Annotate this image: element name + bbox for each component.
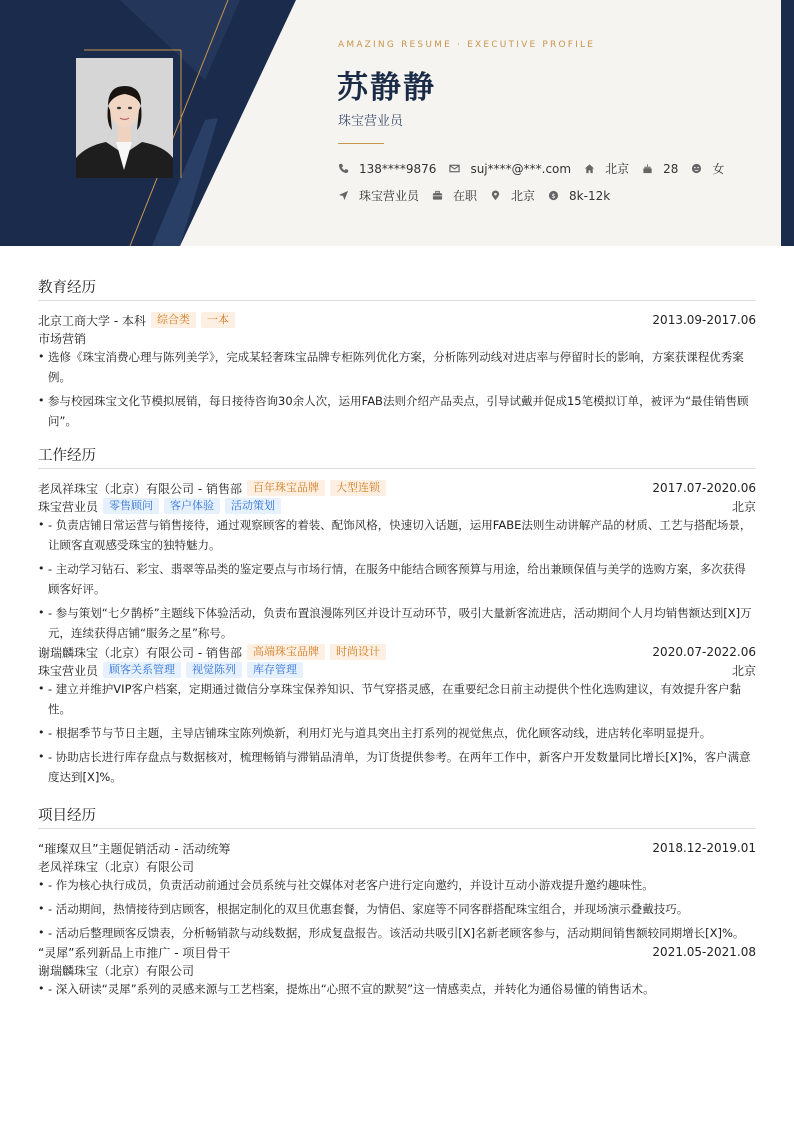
contact-row [338,160,737,177]
resume-header [0,0,794,246]
gold-divider [338,143,384,144]
company-tag: 大型连锁 [330,480,386,496]
intent-position-text: 珠宝营业员 [359,189,420,203]
list-item: • - 深入研读“灵犀”系列的灵感来源与工艺档案，提炼出“心照不宣的默契”这一情感卖点，并转化为通俗易懂的销售话术。 [38,979,756,999]
skill-tag: 活动策划 [225,498,281,514]
header-kicker: AMAZING RESUME · EXECUTIVE PROFILE [338,40,596,50]
position-text: 珠宝营业员 [38,499,99,514]
send-icon [338,190,349,201]
location-icon [490,190,501,201]
date-range: 2021.05-2021.08 [652,945,756,959]
status-text: 在职 [453,189,478,203]
bullet-list [38,515,756,643]
school-tag: 一本 [201,312,235,328]
job-intent-row [338,187,623,204]
company-tag: 时尚设计 [330,644,386,660]
list-item: • - 建立并维护VIP客户档案，定期通过微信分享珠宝保养知识、节气穿搭灵感，在重要纪念日前主动提供个性化选购建议，有效提升客户黏性。 [38,679,756,719]
city-text: 北京 [605,162,630,176]
project-role: “璀璨双旦”主题促销活动 - 活动统筹 [38,841,231,856]
phone-icon [338,163,349,174]
project-company [38,857,756,875]
bullet-list [38,679,756,787]
work-location: 北京 [731,663,756,678]
bullet-list [38,979,756,999]
education-entry-head [38,311,756,329]
project-company-text: 谢瑞麟珠宝（北京）有限公司 [38,963,195,978]
bullet-list [38,347,756,431]
list-item: • - 参与策划“七夕鹊桥”主题线下体验活动，负责布置浪漫陈列区并设计互动环节，吸引大量新客流进店，活动期间个人月均销售额达到[X]万元，连续获得店铺“服务之星”称号。 [38,603,756,643]
company-dept: 老凤祥珠宝（北京）有限公司 - 销售部 [38,481,242,496]
skill-tag: 零售顾问 [103,498,159,514]
list-item: • 参与校园珠宝文化节模拟展销，每日接待咨询30余人次，运用FAB法则介绍产品卖点，引导试戴并促成15笔模拟订单，被评为“最佳销售顾问”。 [38,391,756,431]
list-item: • - 负责店铺日常运营与销售接待，通过观察顾客的着装、配饰风格，快速切入话题，运用FABE法则生动讲解产品的材质、工艺与搭配场景，让顾客直观感受珠宝的独特魅力。 [38,515,756,555]
list-item: • 选修《珠宝消费心理与陈列美学》，完成某轻奢珠宝品牌专柜陈列优化方案，分析陈列动线对进店率与停留时长的影响，方案获课程优秀案例。 [38,347,756,387]
list-item: • - 活动期间，热情接待到店顾客，根据定制化的双旦优惠套餐，为情侣、家庭等不同客群搭配珠宝组合，并现场演示叠戴技巧。 [38,899,756,919]
skill-tag: 客户体验 [164,498,220,514]
home-icon [584,163,595,174]
work-location: 北京 [731,499,756,514]
list-item: • - 根据季节与节日主题，主导店铺珠宝陈列焕新，利用灯光与道具突出主打系列的视觉焦点，优化顾客动线，进店转化率明显提升。 [38,723,756,743]
project-company [38,961,756,979]
intent-city-text: 北京 [511,189,536,203]
skill-tag: 视觉陈列 [186,662,242,678]
list-item: • - 活动后整理顾客反馈表，分析畅销款与动线数据，形成复盘报告。该活动共吸引[X]名新老顾客参与，活动期间销售额较同期增长[X]%。 [38,923,756,943]
skill-tag: 顾客关系管理 [103,662,181,678]
projects-section [38,804,756,1003]
project-entry-head [38,839,756,857]
phone-text: 138****9876 [359,161,437,176]
date-range: 2020.07-2022.06 [652,645,756,659]
list-item: • - 作为核心执行成员，负责活动前通过会员系统与社交媒体对老客户进行定向邀约，并设计互动小游戏提升邀约趣味性。 [38,875,756,895]
school-degree: 北京工商大学 - 本科 [38,313,146,328]
candidate-name: 苏静静 [337,70,436,106]
project-role: “灵犀”系列新品上市推广 - 项目骨干 [38,945,231,960]
work-entry-head [38,643,756,661]
salary-icon [548,190,559,201]
project-entry-head [38,943,756,961]
date-range: 2013.09-2017.06 [652,313,756,327]
company-dept: 谢瑞麟珠宝（北京）有限公司 - 销售部 [38,645,242,660]
section-title: 项目经历 [38,804,756,829]
mail-icon [449,163,460,174]
svg-text:$: $ [551,191,556,200]
email-text: suj****@***.com [470,161,572,176]
bullet-list [38,875,756,943]
date-range: 2017.07-2020.06 [652,481,756,495]
company-tag: 高端珠宝品牌 [247,644,325,660]
section-title: 工作经历 [38,444,756,469]
gender-text: 女 [712,162,725,176]
school-tag: 综合类 [151,312,196,328]
section-title: 教育经历 [38,276,756,301]
profile-photo [76,58,173,178]
position-text: 珠宝营业员 [38,663,99,678]
education-section [38,276,756,435]
list-item: • - 协助店长进行库存盘点与数据核对，梳理畅销与滞销品清单，为订货提供参考。在两年工作中，新客户开发数量同比增长[X]%，客户满意度达到[X]%。 [38,747,756,787]
list-item: • - 主动学习钻石、彩宝、翡翠等品类的鉴定要点与市场行情，在服务中能结合顾客预算与用途，给出兼顾保值与美学的选购方案，多次获得顾客好评。 [38,559,756,599]
work-entry-sub [38,497,756,515]
work-entry-sub [38,661,756,679]
salary-text: 8k-12k [569,188,611,203]
date-range: 2018.12-2019.01 [652,841,756,855]
major [38,329,756,347]
major-text: 市场营销 [38,331,87,346]
work-section [38,444,756,791]
job-title: 珠宝营业员 [338,114,404,129]
briefcase-icon [432,190,443,201]
skill-tag: 库存管理 [247,662,303,678]
work-entry-head [38,479,756,497]
cake-icon [642,163,653,174]
project-company-text: 老凤祥珠宝（北京）有限公司 [38,859,195,874]
age-text: 28 [663,161,679,176]
gender-icon [691,163,702,174]
company-tag: 百年珠宝品牌 [247,480,325,496]
